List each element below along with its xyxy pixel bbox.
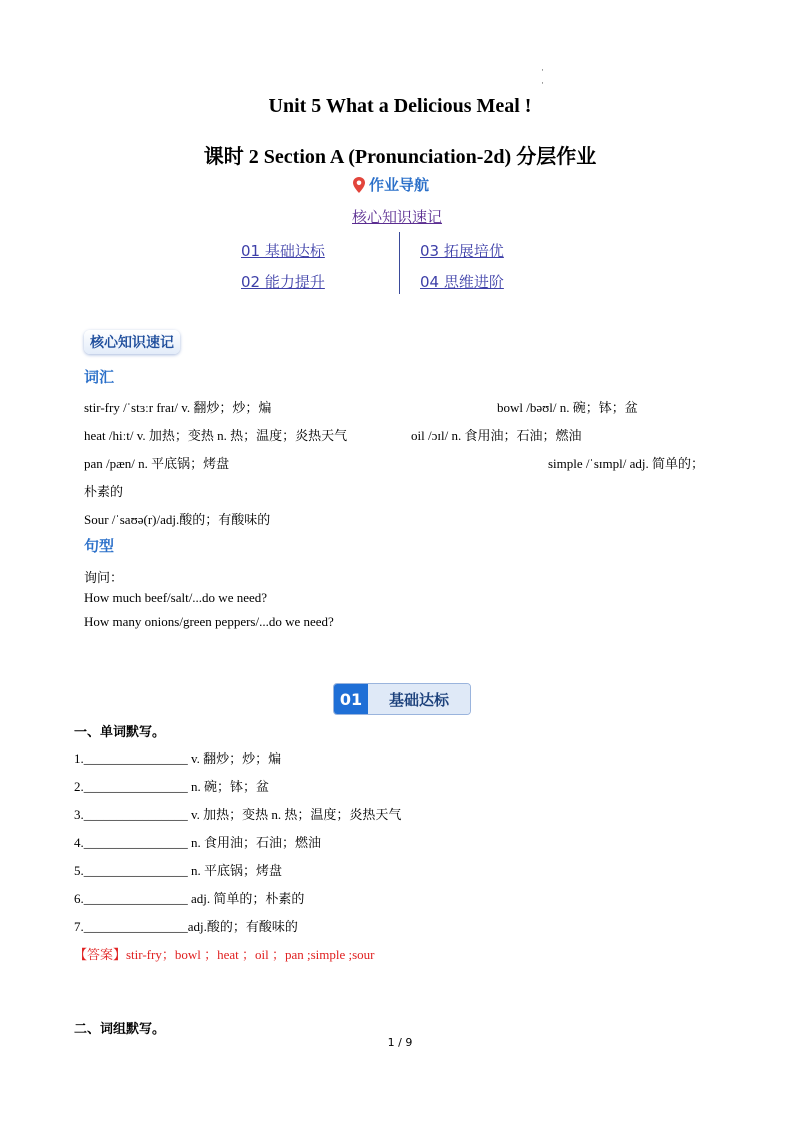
section-label: 基础达标 [368, 684, 470, 714]
sentence-line: How much beef/salt/...do we need? [84, 590, 268, 605]
vocab-item: heat /hiːt/ v. 加热；变热 n. 热；温度；炎热天气 [84, 428, 348, 443]
part1-heading: 一、单词默写。 [74, 725, 166, 740]
nav-divider [399, 232, 400, 294]
decorative-dots: · · [541, 65, 544, 88]
homework-nav-heading [352, 174, 429, 195]
sentence-heading: 句型 [84, 537, 115, 555]
core-knowledge-badge: 核心知识速记 [84, 330, 180, 354]
nav-link-extension[interactable]: 03 拓展培优 [420, 242, 504, 260]
nav-link-ability[interactable]: 02 能力提升 [241, 273, 325, 291]
vocab-item: oil /ɔɪl/ n. 食用油；石油；燃油 [411, 428, 582, 443]
answer-line: 【答案】stir-fry；bowl ；heat ；oil ；pan ;simple ;sour [74, 947, 375, 962]
exercise-item: 6.________________ adj. 简单的；朴素的 [74, 891, 305, 906]
location-pin-icon [352, 176, 366, 194]
exercise-item: 4.________________ n. 食用油；石油；燃油 [74, 835, 322, 850]
vocab-item: pan /pæn/ n. 平底锅；烤盘 [84, 456, 230, 471]
section-badge [333, 683, 471, 715]
exercise-item: 3.________________ v. 加热；变热 n. 热；温度；炎热天气 [74, 807, 402, 822]
vocab-item: Sour /ˈsaʊə(r)/adj.酸的；有酸味的 [84, 512, 271, 527]
vocab-item: simple /ˈsɪmpl/ adj. 简单的； [548, 456, 704, 471]
section-number: 01 [334, 684, 368, 714]
exercise-item: 7.________________adj.酸的；有酸味的 [74, 919, 298, 934]
nav-link-core-knowledge[interactable]: 核心知识速记 [352, 208, 443, 226]
page-number: 1 / 9 [387, 1036, 413, 1049]
page-title: Unit 5 What a Delicious Meal ! [268, 95, 532, 117]
page-subtitle: 课时 2 Section A (Pronunciation-2d) 分层作业 [203, 146, 597, 168]
vocab-item: bowl /bəʊl/ n. 碗；钵；盆 [497, 400, 638, 415]
nav-heading-text: 作业导航 [369, 176, 430, 194]
exercise-item: 5.________________ n. 平底锅；烤盘 [74, 863, 283, 878]
part2-heading: 二、词组默写。 [74, 1022, 166, 1037]
sentence-line: 询问： [84, 570, 124, 585]
vocab-heading: 词汇 [84, 368, 115, 386]
nav-link-thinking[interactable]: 04 思维进阶 [420, 273, 504, 291]
exercise-item: 2.________________ n. 碗；钵；盆 [74, 779, 270, 794]
sentence-line: How many onions/green peppers/...do we need? [84, 614, 334, 629]
vocab-item: stir-fry /ˈstɜːr fraɪ/ v. 翻炒；炒；煸 [84, 400, 272, 415]
nav-link-basic[interactable]: 01 基础达标 [241, 242, 325, 260]
vocab-item: 朴素的 [84, 484, 124, 499]
exercise-item: 1.________________ v. 翻炒；炒；煸 [74, 751, 282, 766]
